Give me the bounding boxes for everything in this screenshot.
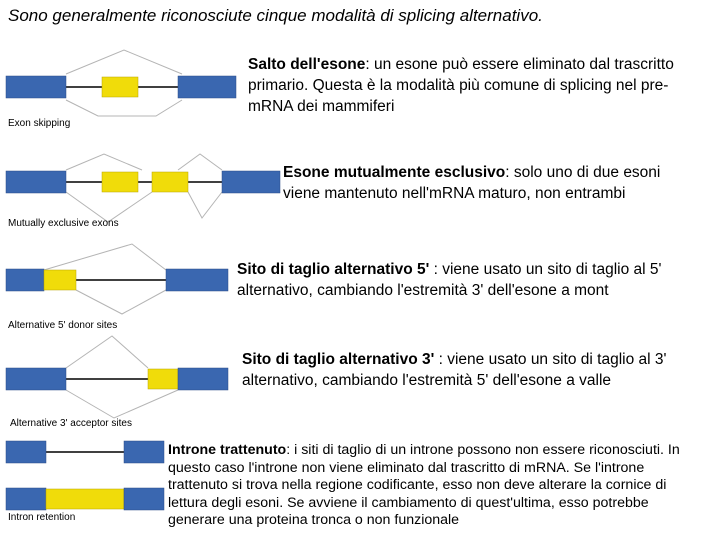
exon-yellow [102, 172, 138, 192]
term: Esone mutualmente esclusivo [283, 164, 506, 181]
description [283, 162, 683, 204]
intron-retention-diagram [6, 440, 166, 515]
splice-path [66, 100, 182, 116]
diagram-label: Intron retention [8, 512, 76, 523]
exon-blue [178, 76, 236, 98]
separator: : [505, 164, 510, 181]
exon-yellow [102, 77, 138, 97]
exon-yellow [148, 369, 178, 389]
splice-path [66, 390, 178, 418]
mutually-exclusive-diagram [6, 150, 276, 226]
exon-yellow [46, 489, 124, 509]
page-title: Sono generalmente riconosciute cinque modalità di splicing alternativo. [8, 6, 543, 25]
exon-yellow [44, 270, 76, 290]
exon-skipping-diagram [6, 48, 236, 118]
text: i siti di taglio di un introne possono non essere riconosciuti. In questo caso l'introne non viene eliminato dal trascritto di mRNA. Se l'introne trattenuto si trova nella regione codificante, esso non deve alterare la cornice di lettura degli esoni. Se avviene il cambiamento di quest'ultima, esso potrebbe generare una proteina tronca o non funzionale [168, 442, 680, 528]
description [248, 54, 688, 117]
diagram-label: Mutually exclusive exons [8, 218, 119, 229]
term: Sito di taglio alternativo 3' [242, 351, 435, 368]
alt-5-donor-diagram [6, 240, 231, 320]
separator: : [286, 442, 291, 458]
splice-path [178, 154, 222, 170]
splice-path [66, 336, 148, 368]
diagram-label: Exon skipping [8, 118, 71, 129]
exon-blue [6, 441, 46, 463]
exon-yellow [152, 172, 188, 192]
exon-blue [6, 171, 66, 193]
text: viene usato un sito di taglio al 5' alternativo, cambiando l'estremità 3' dell'esone a mont [237, 261, 662, 299]
separator: : [429, 261, 438, 278]
splice-path [66, 50, 182, 74]
diagram-label: Alternative 3' acceptor sites [10, 418, 132, 429]
diagram-label: Alternative 5' donor sites [8, 320, 118, 331]
splice-path [188, 192, 222, 218]
exon-blue [178, 368, 228, 390]
exon-blue [124, 441, 164, 463]
term: Salto dell'esone [248, 56, 366, 73]
exon-blue [6, 76, 66, 98]
term: Sito di taglio alternativo 5' [237, 261, 430, 278]
exon-blue [124, 488, 164, 510]
exon-blue [6, 368, 66, 390]
separator: : [434, 351, 443, 368]
exon-blue [166, 269, 228, 291]
text: un esone può essere eliminato dal trascritto primario. Questa è la modalità più comune di splicing nel pre-mRNA dei mammiferi [248, 56, 674, 115]
exon-blue [6, 269, 44, 291]
text: viene usato un sito di taglio al 3' alternativo, cambiando l'estremità 5' dell'esone a valle [242, 351, 667, 389]
alt-3-acceptor-diagram [6, 330, 231, 420]
term: Introne trattenuto [168, 442, 287, 458]
splice-path [44, 244, 166, 270]
description [168, 442, 701, 530]
separator: : [365, 56, 370, 73]
text: solo uno di due esoni viene mantenuto nell'mRNA maturo, non entrambi [283, 164, 661, 202]
splice-path [76, 290, 166, 314]
splice-path [66, 154, 142, 170]
description [242, 349, 702, 391]
description [237, 259, 697, 301]
exon-blue [6, 488, 46, 510]
exon-blue [222, 171, 280, 193]
